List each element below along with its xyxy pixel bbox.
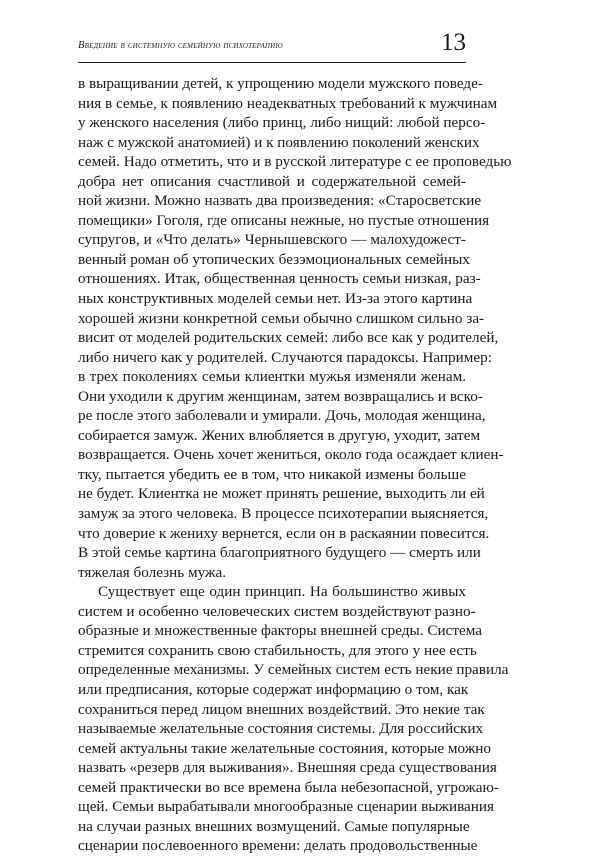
text-line: у женского населения (либо принц, либо нищий: любой персо- xyxy=(78,114,486,132)
text-line: систем и особенно человеческих систем воздействуют разно- xyxy=(78,602,476,620)
page-number: 13 xyxy=(441,29,466,56)
paragraph xyxy=(78,582,509,856)
text-line: ре после этого заболевали и умирали. Дочь, молодая женщина, xyxy=(78,407,486,425)
body-text xyxy=(78,74,512,856)
text-line: щей. Семьи вырабатывали многообразные сценарии выживания xyxy=(78,798,495,816)
text-line: назвать «резерв для выживания». Внешняя среда существования xyxy=(78,759,497,777)
text-line: в трех поколениях семьи клиентки мужья изменяли женам. xyxy=(78,368,466,386)
text-line: тку, пытается убедить ее в том, что никакой измены больше xyxy=(78,465,466,483)
text-line: наж с мужской анатомией) и к появлению поколений женских xyxy=(78,133,480,151)
text-line: что доверие к жениху вернется, если он в раскаянии повесится. xyxy=(78,524,490,542)
text-line: семей. Надо отметить, что и в русской литературе с ее проповедью xyxy=(78,153,512,171)
text-line: собирается замуж. Жених влюбляется в другую, уходит, затем xyxy=(78,426,481,444)
text-line: хорошей жизни конкретной семьи обычно слишком сильно за- xyxy=(78,309,485,327)
text-line: отношениях. Итак, общественная ценность семьи низкая, раз- xyxy=(78,270,481,288)
text-line: на случаи разных внешних возмущений. Самые популярные xyxy=(78,817,470,835)
text-line: висит от моделей родительских семей: либо все как у родителей, xyxy=(78,329,499,347)
text-line: тяжелая болезнь мужа. xyxy=(78,563,227,581)
header-rule xyxy=(78,62,466,63)
text-line: замуж за этого человека. В процессе психотерапии выясняется, xyxy=(78,505,489,523)
text-line: не будет. Клиентка не может принять решение, выходить ли ей xyxy=(78,485,485,503)
text-line: стремится сохранить свою стабильность, для этого у нее есть xyxy=(78,641,477,659)
text-line: называемые желательные состояния системы. Для российских xyxy=(78,720,484,738)
text-line: сценарии послевоенного времени: делать продовольственные xyxy=(78,837,478,855)
running-head: Введение в системную семейную психотерапию xyxy=(78,40,283,51)
text-line: супругов, и «Что делать» Чернышевского — малохудожест- xyxy=(78,231,466,249)
text-line: возвращается. Очень хочет жениться, около года осаждает клиен- xyxy=(78,446,504,464)
text-line: образные и множественные факторы внешней среды. Система xyxy=(78,622,482,640)
text-line: В этой семье картина благоприятного будущего — смерть или xyxy=(78,544,481,562)
text-line: Существует еще один принцип. На большинство живых xyxy=(98,583,466,601)
text-line: венный роман об утопических безэмоциональных семейных xyxy=(78,250,470,268)
text-line: или предписания, которые содержат информацию о том, как xyxy=(78,680,469,698)
page-header xyxy=(78,28,466,68)
text-line: ной жизни. Можно назвать два произведения: «Старосветские xyxy=(78,192,482,210)
paragraph xyxy=(78,74,512,582)
text-line: семей практически во все времена была небезопасной, угрожаю- xyxy=(78,778,499,796)
text-line: определенные механизмы. У семейных систем есть некие правила xyxy=(78,661,509,679)
text-line: помещики» Гоголя, где описаны нежные, но пустые отношения xyxy=(78,211,490,229)
text-line: в выращивании детей, к упрощению модели мужского поведе- xyxy=(78,75,483,92)
text-line: добра нет описания счастливой и содержательной семей- xyxy=(78,172,466,190)
text-line: либо ничего как у родителей. Случаются парадоксы. Например: xyxy=(78,348,492,366)
text-line: семей актуальны такие желательные состояния, которые можно xyxy=(78,739,491,757)
text-line: Они уходили к другим женщинам, затем возвращались и вско- xyxy=(78,387,483,405)
text-line: сохраниться перед лицом внешних воздействий. Это некие так xyxy=(78,700,485,718)
text-line: ных конструктивных моделей семьи нет. Из-за этого картина xyxy=(78,290,473,308)
text-line: ния в семье, к появлению неадекватных требований к мужчинам xyxy=(78,94,498,112)
